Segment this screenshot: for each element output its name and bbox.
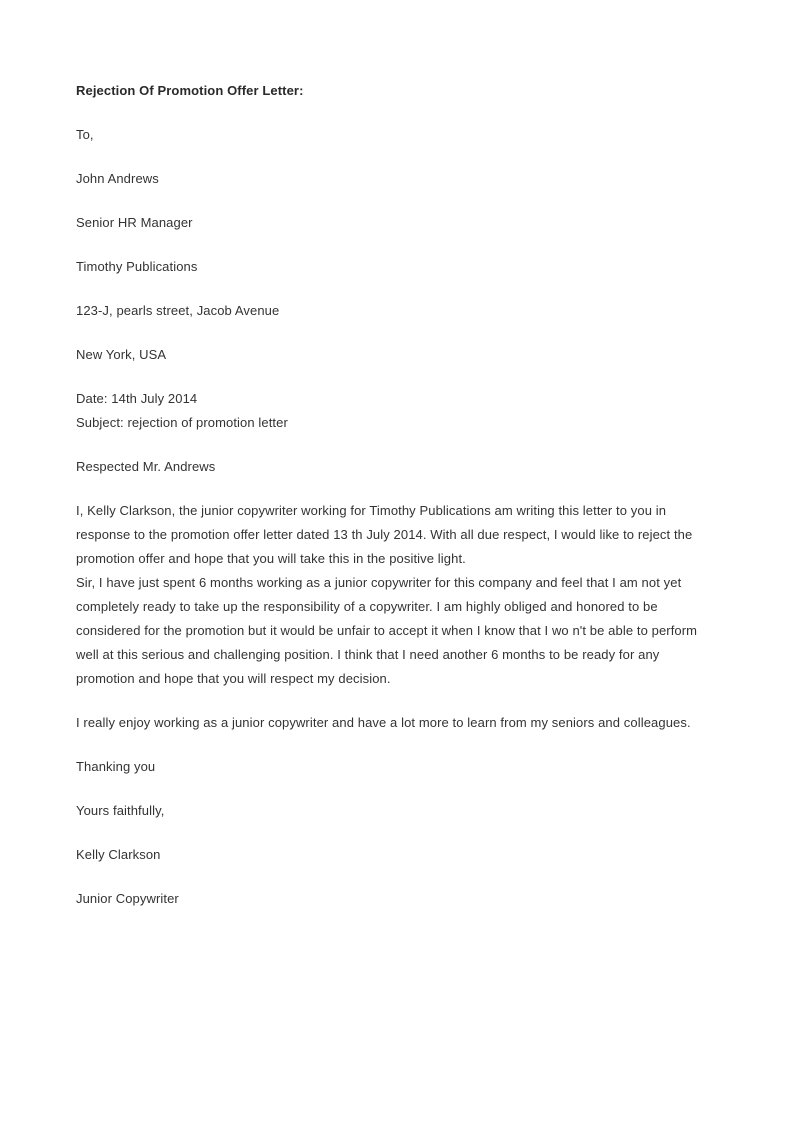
street-address: 123-J, pearls street, Jacob Avenue <box>76 303 280 318</box>
signature-name: Kelly Clarkson <box>76 847 161 862</box>
company-name: Timothy Publications <box>76 259 198 274</box>
letter-title: Rejection Of Promotion Offer Letter: <box>76 83 304 98</box>
closing-thanks: Thanking you <box>76 759 156 774</box>
paragraph-line: Sir, I have just spent 6 months working as a junior copywriter for this company and feel that I am not yet <box>76 575 682 590</box>
body-paragraph-1 <box>76 499 716 571</box>
letter-date: Date: 14th July 2014 <box>76 391 198 406</box>
paragraph-line: I, Kelly Clarkson, the junior copywriter working for Timothy Publications am writing this letter to you in <box>76 503 667 518</box>
paragraph-line: considered for the promotion but it would be unfair to accept it when I know that I wo n't be able to perform <box>76 623 698 638</box>
letter-subject: Subject: rejection of promotion letter <box>76 415 288 430</box>
recipient-name: John Andrews <box>76 171 159 186</box>
recipient-title: Senior HR Manager <box>76 215 193 230</box>
body-paragraph-2 <box>76 571 716 691</box>
city-country: New York, USA <box>76 347 167 362</box>
salutation-to: To, <box>76 127 94 142</box>
paragraph-line: well at this serious and challenging position. I think that I need another 6 months to be ready for any <box>76 647 660 662</box>
greeting: Respected Mr. Andrews <box>76 459 216 474</box>
body-paragraph-3: I really enjoy working as a junior copywriter and have a lot more to learn from my seniors and colleagues. <box>76 715 691 730</box>
paragraph-line: promotion and hope that you will respect my decision. <box>76 671 391 686</box>
paragraph-line: completely ready to take up the responsibility of a copywriter. I am highly obliged and honored to be <box>76 599 658 614</box>
paragraph-line: response to the promotion offer letter dated 13 th July 2014. With all due respect, I would like to reject the <box>76 527 693 542</box>
signature-title: Junior Copywriter <box>76 891 179 906</box>
paragraph-line: promotion offer and hope that you will take this in the positive light. <box>76 551 466 566</box>
closing: Yours faithfully, <box>76 803 165 818</box>
